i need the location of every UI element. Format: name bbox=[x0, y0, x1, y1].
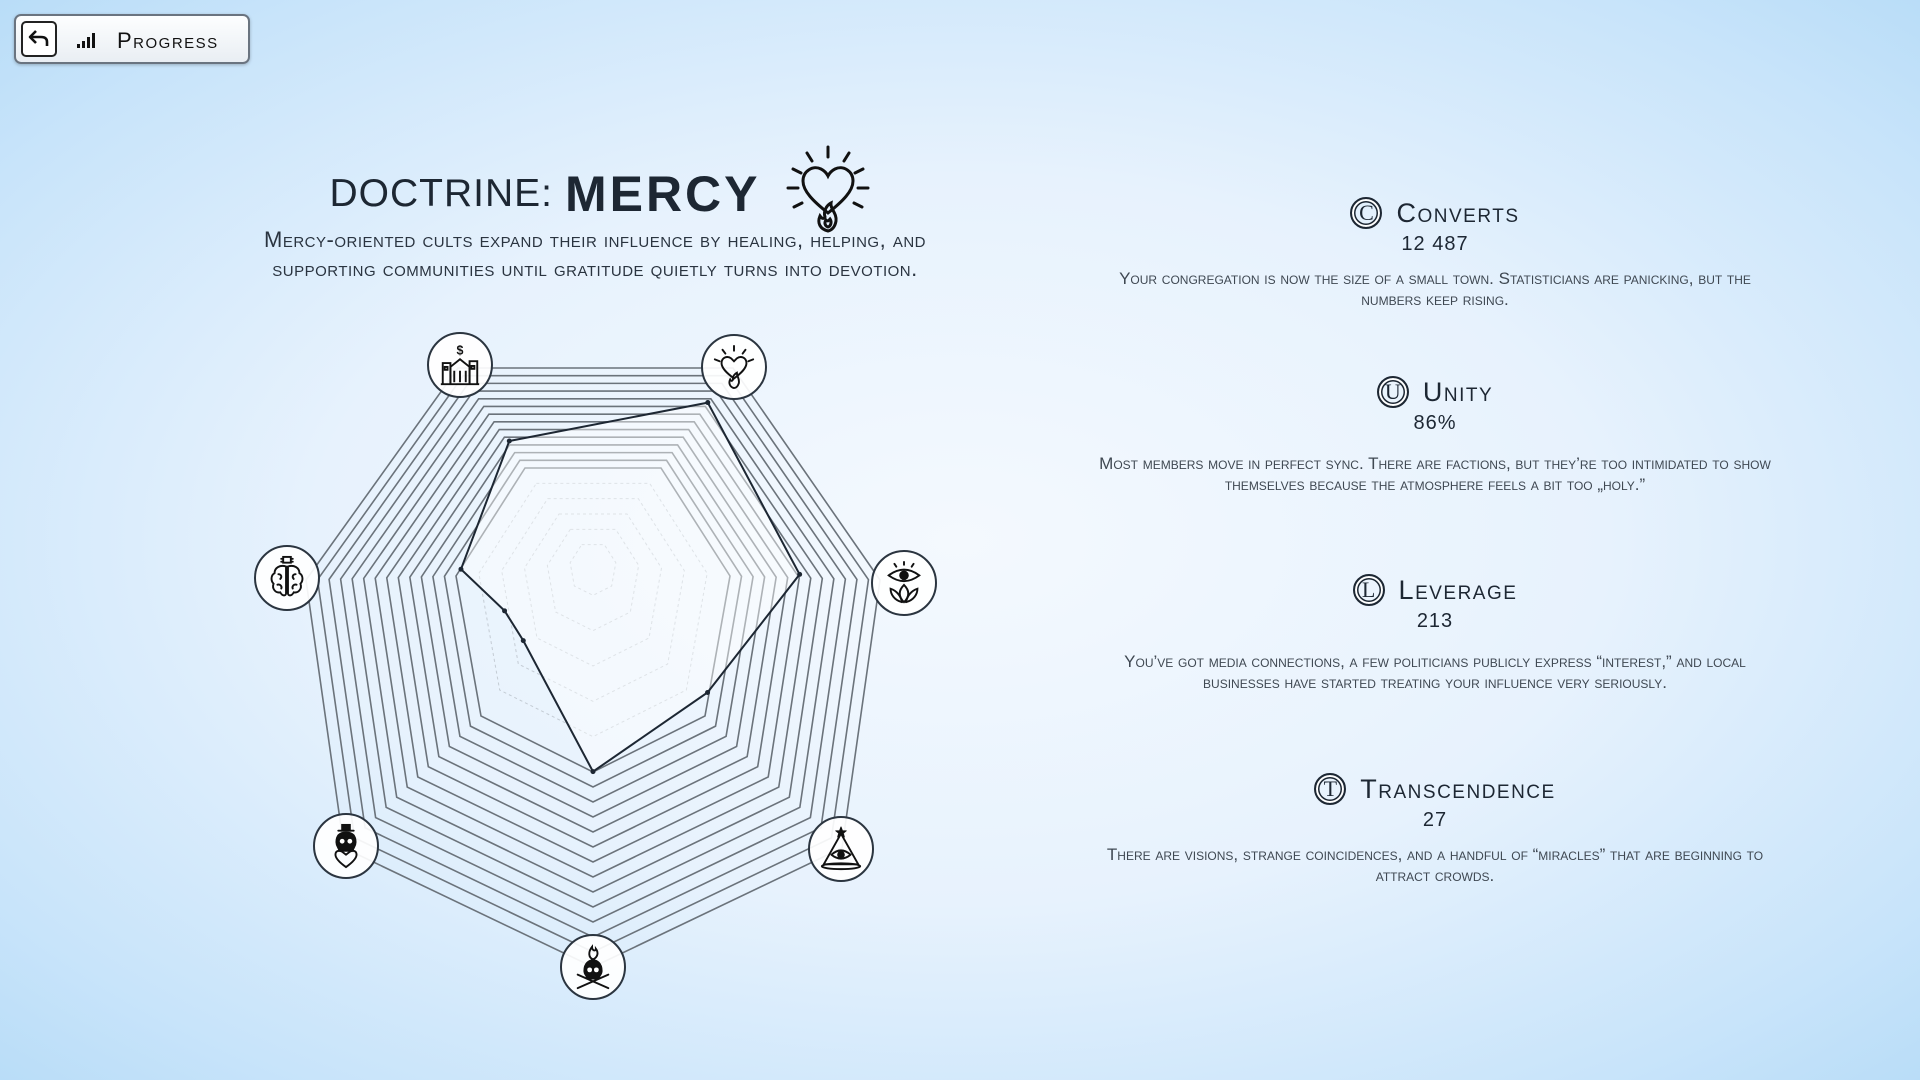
stat-header bbox=[1085, 376, 1785, 408]
axis-node-fanaticism[interactable] bbox=[560, 934, 626, 1000]
doctrine-description-line: Mercy-oriented cults expand their influence by healing, helping, and bbox=[264, 227, 926, 252]
radar-value-point bbox=[705, 400, 710, 405]
stat-converts bbox=[1085, 197, 1785, 310]
brain-icon bbox=[264, 555, 310, 601]
radar-value-point bbox=[797, 572, 802, 577]
axis-node-finance[interactable] bbox=[427, 332, 493, 398]
stat-description: Your congregation is now the size of a small town. Statisticians are panicking, but the numbers keep rising. bbox=[1119, 269, 1751, 309]
letter-badge-icon: C bbox=[1350, 197, 1382, 229]
stat-value: 213 bbox=[1416, 610, 1454, 632]
stat-value: 12 487 bbox=[1401, 233, 1469, 255]
stat-description: You’ve got media connections, a few politicians publicly express “interest,” and local businesses have started treating your influence very seriously. bbox=[1124, 652, 1746, 692]
stat-header bbox=[1085, 773, 1785, 805]
doctrine-description-line: supporting communities until gratitude quietly turns into devotion. bbox=[272, 256, 918, 281]
skull-crossbones-flame-icon bbox=[570, 944, 616, 990]
doctrine-name: MERCY bbox=[564, 166, 761, 222]
radar-value-point bbox=[507, 438, 512, 443]
axis-node-mercy[interactable] bbox=[701, 334, 767, 400]
heart-flame-icon bbox=[711, 344, 757, 390]
stat-title: Transcendence bbox=[1360, 773, 1556, 804]
stat-title: Converts bbox=[1396, 197, 1520, 228]
radar-value-polygon bbox=[461, 403, 800, 772]
eye-lotus-icon bbox=[881, 560, 927, 606]
radar-value-point bbox=[458, 567, 463, 572]
radar-value-point bbox=[705, 690, 710, 695]
stat-description: Most members move in perfect sync. There are factions, but they’re too intimidated to show themselves because the atmosphere feels a bit too „holy.” bbox=[1099, 454, 1771, 494]
radar-value-point bbox=[502, 608, 507, 613]
doctrine-prefix: DOCTRINE: bbox=[329, 172, 553, 215]
stat-unity bbox=[1085, 376, 1785, 495]
svg-text:$: $ bbox=[456, 343, 464, 358]
letter-badge-icon: L bbox=[1353, 574, 1385, 606]
axis-node-sacrifice[interactable] bbox=[313, 813, 379, 879]
axis-node-secrecy[interactable] bbox=[808, 816, 874, 882]
stat-value: 27 bbox=[1422, 809, 1448, 831]
letter-badge-icon: U bbox=[1377, 376, 1409, 408]
stat-description: There are visions, strange coincidences, and a handful of “miracles” that are beginning to attract crowds. bbox=[1106, 845, 1764, 885]
axis-node-transcendence[interactable] bbox=[871, 550, 937, 616]
eye-pyramid-icon bbox=[818, 826, 864, 872]
radar-value-point bbox=[521, 638, 526, 643]
radar-value-point bbox=[591, 769, 596, 774]
axis-node-mind[interactable] bbox=[254, 545, 320, 611]
money-building-icon bbox=[437, 342, 483, 388]
stat-leverage bbox=[1085, 574, 1785, 693]
stat-transcendence bbox=[1085, 773, 1785, 886]
stat-title: Leverage bbox=[1398, 574, 1518, 605]
stat-title: Unity bbox=[1422, 376, 1494, 407]
stat-header bbox=[1085, 197, 1785, 229]
letter-badge-icon: T bbox=[1314, 773, 1346, 805]
stat-value: 86% bbox=[1413, 412, 1457, 434]
stat-header bbox=[1085, 574, 1785, 606]
skull-heart-icon bbox=[323, 823, 369, 869]
progress-label[interactable]: Progress bbox=[117, 28, 219, 53]
